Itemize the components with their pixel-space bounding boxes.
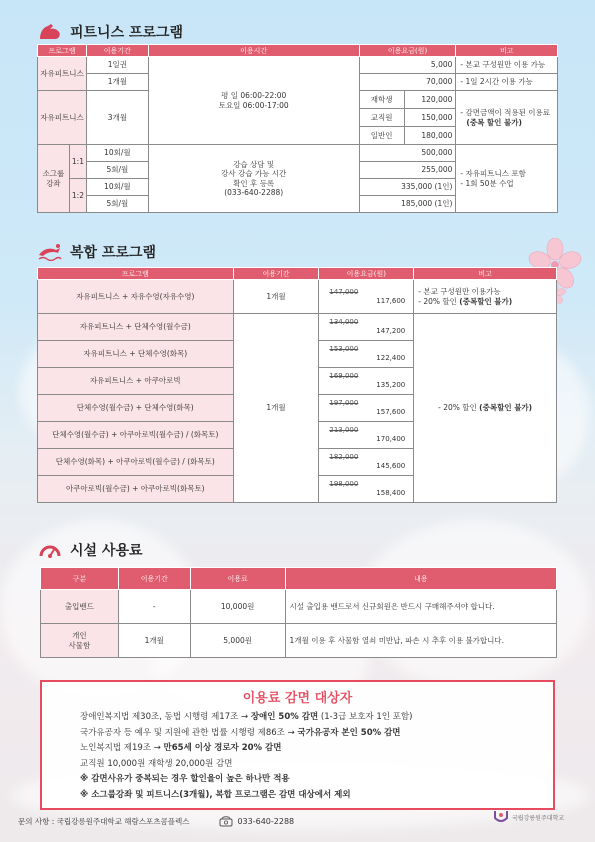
note-cell	[414, 314, 557, 503]
price-cell	[319, 280, 414, 314]
note-line: - 1회 50분 수업	[460, 178, 514, 188]
hours-line: 평 일 06:00-22:00	[221, 91, 287, 101]
note-cell	[414, 280, 557, 314]
original-price: 213,000	[329, 426, 359, 435]
footer	[18, 815, 294, 827]
hours-line: 강사 강습 가능 시간	[221, 169, 287, 179]
logo-text: 국립강릉원주대학교	[512, 814, 565, 822]
price-cell: 185,000 (1인)	[359, 196, 456, 213]
gauge-icon	[38, 541, 62, 559]
price-cell	[319, 395, 414, 422]
discounted-price: 157,600	[376, 408, 406, 416]
price-cell	[319, 476, 414, 503]
price-cell	[319, 422, 414, 449]
discount-line	[80, 710, 553, 726]
discounted-price: 145,600	[376, 462, 406, 470]
price-cell: 180,000	[404, 127, 456, 145]
facility-section-title	[38, 540, 143, 560]
original-price: 182,000	[329, 453, 359, 462]
hours-line: (033-640-2288)	[224, 187, 284, 197]
col-header-note: 비고	[414, 268, 557, 280]
discount-line	[80, 726, 553, 742]
combo-program-name: 아쿠아로빅(월수금) + 아쿠아로빅(화목토)	[38, 476, 234, 503]
fitness-title-text: 피트니스 프로그램	[70, 25, 184, 41]
discount-highlight: 만65세 이상 경로자 20% 감면	[163, 743, 282, 753]
col-header-period: 이용기간	[233, 268, 319, 280]
period-cell: 1개월	[233, 280, 319, 314]
contact-info: 문의 사항 : 국립강릉원주대학교 해람스포츠콤플렉스	[18, 816, 190, 826]
col-header-hours: 이용시간	[148, 45, 359, 57]
original-price: 134,000	[329, 318, 359, 327]
discounted-price: 170,400	[376, 435, 406, 443]
member-type-cell: 일반인	[359, 127, 404, 145]
price-cell: 70,000	[359, 74, 456, 91]
combo-program-name: 단체수영(화목) + 아쿠아로빅(월수금) / (화목토)	[38, 449, 234, 476]
note-bold: (중복할인 불가)	[479, 403, 533, 413]
content-cell: 1개월 이용 후 사물함 열쇠 미반납, 파손 시 추후 이용 불가합니다.	[285, 624, 556, 658]
phone-contact	[219, 815, 294, 827]
note-bold: (중복할인 불가)	[459, 296, 513, 306]
combo-program-name: 자유피트니스 + 단체수영(화목)	[38, 341, 234, 368]
note-line	[418, 297, 554, 306]
col-header-price: 이용요금(원)	[359, 45, 456, 57]
discount-text: 장애인복지법 제30조, 동법 시행령 제17조 →	[80, 712, 251, 722]
note-text: - 20% 할인	[418, 296, 457, 306]
program-self-fitness: 자유피트니스	[38, 91, 87, 145]
facility-name-line: 사물함	[68, 640, 91, 650]
col-header-period: 이용기간	[86, 45, 148, 57]
fitness-section-title	[38, 22, 183, 42]
hours-cell	[148, 57, 359, 145]
discount-text: 국가유공자 등 예우 및 지원에 관한 법률 시행령 제86조 →	[80, 727, 298, 738]
col-header-program: 프로그램	[38, 268, 234, 280]
discounted-price: 135,200	[376, 381, 406, 389]
facility-table	[40, 567, 557, 658]
combo-program-name: 단체수영(월수금) + 아쿠아로빅(월수금) / (화목토)	[38, 422, 234, 449]
discounted-price: 158,400	[376, 489, 406, 497]
col-header-program: 프로그램	[38, 45, 87, 57]
discount-text: 노인복지법 제19조 →	[80, 743, 164, 753]
phone-number: 033-640-2288	[237, 816, 295, 826]
discount-highlight: ※ 소그룹강좌 및 피트니스(3개월), 복합 프로그램은 감면 대상에서 제외	[80, 789, 351, 800]
original-price: 169,000	[329, 372, 359, 381]
discount-line	[80, 788, 553, 804]
period-cell: 5회/월	[86, 196, 148, 213]
col-header-price: 이용요금(원)	[319, 268, 414, 280]
facility-name-cell	[41, 624, 119, 658]
fitness-table	[37, 44, 558, 213]
program-self-fitness: 자유피트니스	[38, 57, 87, 91]
pt-type-cell: 1:2	[69, 179, 86, 213]
note-text: - 20% 할인	[438, 403, 477, 413]
price-cell: 500,000	[359, 145, 456, 162]
discount-notice-box	[40, 680, 555, 810]
discount-highlight: 국가유공자 본인 50% 감면	[297, 727, 401, 738]
facility-name-line: 개인	[72, 631, 87, 641]
pt-type-cell: 1:1	[69, 145, 86, 179]
original-price: 198,000	[329, 480, 359, 489]
discounted-price: 117,600	[376, 296, 406, 305]
discount-line	[80, 741, 553, 757]
price-cell: 120,000	[404, 91, 456, 109]
combo-program-name: 자유피트니스 + 자유수영(자유수영)	[38, 280, 234, 314]
price-cell: 335,000 (1인)	[359, 179, 456, 196]
university-emblem-icon	[493, 810, 509, 824]
discounted-price: 147,200	[376, 327, 406, 335]
price-cell	[319, 341, 414, 368]
combo-program-name: 자유피트니스 + 단체수영(월수금)	[38, 314, 234, 341]
facility-name-cell: 출입밴드	[41, 590, 119, 624]
note-line: - 본교 구성원만 이용가능	[418, 287, 501, 297]
price-cell	[319, 368, 414, 395]
period-cell: 1개월	[86, 74, 148, 91]
original-price: 153,000	[329, 345, 359, 354]
col-header-content: 내용	[285, 568, 556, 590]
note-line: - 감면금액이 적용된 이용료	[460, 108, 550, 118]
discount-line: 교직원 10,000원 재학생 20,000원 감면	[80, 758, 233, 769]
period-cell: -	[118, 590, 190, 624]
col-header-note: 비고	[456, 45, 558, 57]
price-cell: 10,000원	[190, 590, 285, 624]
period-cell: 3개월	[86, 91, 148, 145]
original-price: 147,000	[329, 287, 359, 296]
note-line-bold: (중복 할인 불가)	[466, 117, 522, 127]
note-cell	[456, 91, 558, 145]
price-cell: 255,000	[359, 162, 456, 179]
price-cell: 5,000	[359, 57, 456, 74]
period-cell: 5회/월	[86, 162, 148, 179]
period-cell: 10회/월	[86, 179, 148, 196]
note-cell: - 1일 2시간 이용 가능	[456, 74, 558, 91]
hours-cell	[148, 145, 359, 213]
note-cell: - 본교 구성원만 이용 가능	[456, 57, 558, 74]
col-header-category: 구분	[41, 568, 119, 590]
hours-line: 토요일 06:00-17:00	[218, 100, 289, 110]
discount-highlight: ※ 감면사유가 중복되는 경우 할인율이 높은 하나만 적용	[80, 774, 290, 784]
phone-icon	[219, 815, 233, 827]
discount-highlight: 장애인 50% 감면	[250, 712, 319, 722]
note-cell	[456, 145, 558, 213]
member-type-cell: 교직원	[359, 109, 404, 127]
member-type-cell: 재학생	[359, 91, 404, 109]
period-cell: 1일권	[86, 57, 148, 74]
col-header-period: 이용기간	[118, 568, 190, 590]
period-cell: 1개월	[118, 624, 190, 658]
hours-line: 확인 후 등록	[233, 178, 275, 188]
swimmer-icon	[38, 243, 62, 261]
program-small-group: 소그룹강좌	[38, 145, 70, 213]
combo-program-name: 단체수영(월수금) + 단체수영(화목)	[38, 395, 234, 422]
note-line: - 자유피트니스 포함	[460, 169, 526, 179]
discount-line	[80, 772, 553, 788]
combo-title-text: 복합 프로그램	[70, 245, 157, 261]
combo-program-name: 자유피트니스 + 아쿠아로빅	[38, 368, 234, 395]
content-cell: 시설 출입용 밴드로서 신규회원은 반드시 구매해주셔야 합니다.	[285, 590, 556, 624]
price-cell: 150,000	[404, 109, 456, 127]
original-price: 197,000	[329, 399, 359, 408]
discount-text: (1-3급 보호자 1인 포함)	[318, 712, 413, 722]
period-cell: 1개월	[233, 314, 319, 503]
period-cell: 10회/월	[86, 145, 148, 162]
discount-title: 이용료 감면 대상자	[242, 691, 353, 706]
price-cell	[319, 314, 414, 341]
facility-title-text: 시설 사용료	[70, 543, 143, 559]
discounted-price: 122,400	[376, 354, 406, 362]
university-logo	[493, 810, 564, 824]
col-header-price: 이용료	[190, 568, 285, 590]
price-cell: 5,000원	[190, 624, 285, 658]
hours-line: 강습 상담 및	[233, 159, 275, 169]
combo-table	[37, 267, 557, 503]
muscle-arm-icon	[38, 23, 62, 41]
price-cell	[319, 449, 414, 476]
combo-section-title	[38, 242, 156, 262]
